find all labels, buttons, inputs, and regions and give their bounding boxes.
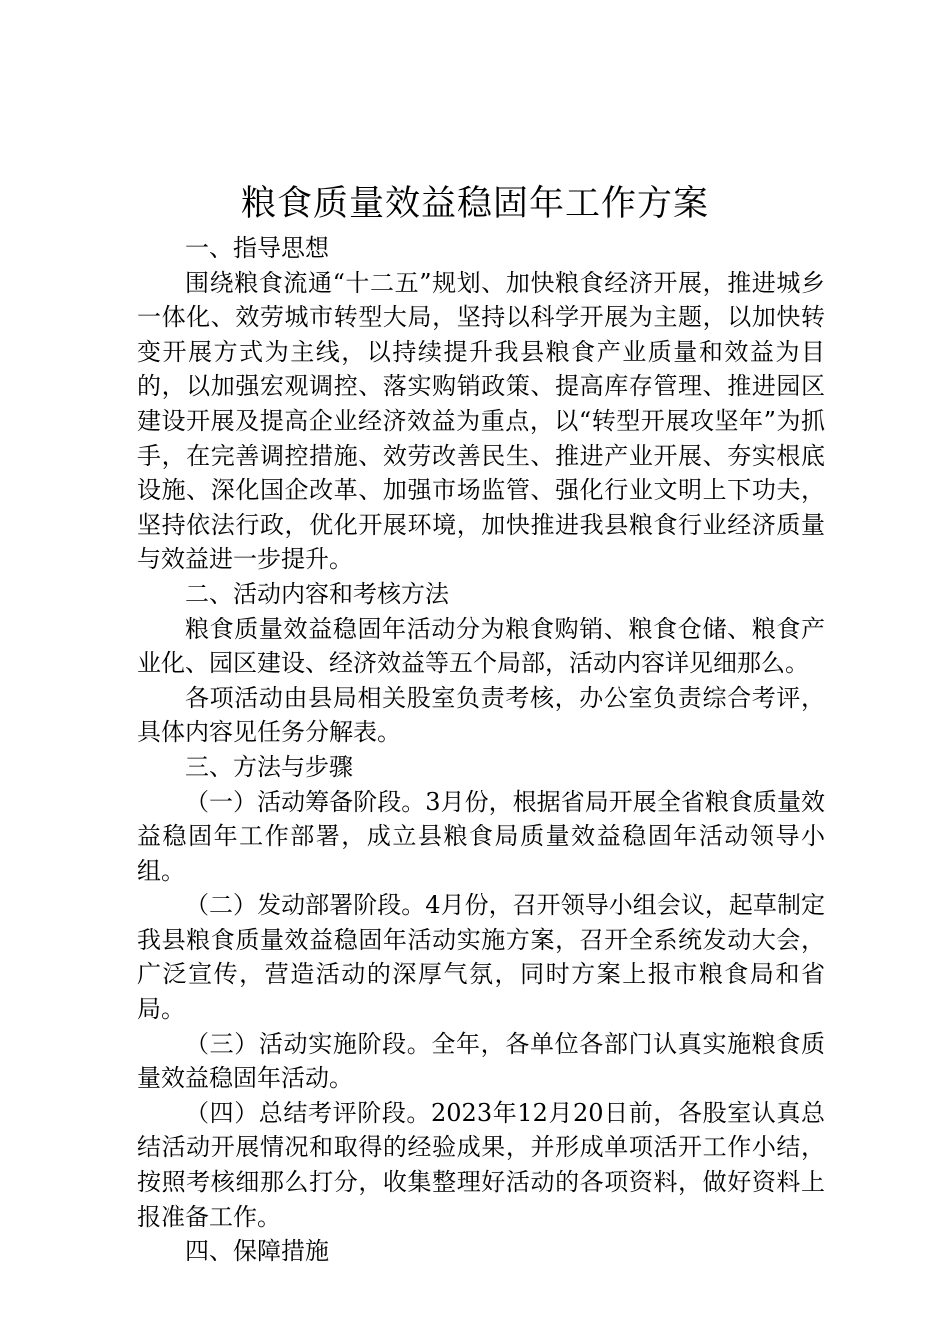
section-heading-methods-steps: 三、方法与步骤 (185, 752, 353, 781)
body-paragraph: 围绕粮食流通“十二五”规划、加快粮食经济开展，推进城乡一体化、效劳城市转型大局，坚持以科学开展为主题，以加快转变开展方式为主线，以持续提升我县粮食产业质量和效益为目的，以加强宏观调控、落实购销政策、提高库存管理、推进园区建设开展及提高企业经济效益为重点，以“转型开展攻坚年”为抓手，在完善调控措施、效劳改善民生、推进产业开展、夯实根底设施、深化国企改革、加强市场监管、强化行业文明上下功夫，坚持依法行政，优化开展环境，加快推进我县粮食行业经济质量与效益进一步提升。 (137, 268, 825, 574)
section-heading-activity-content: 二、活动内容和考核方法 (185, 579, 449, 608)
section-heading-safeguards: 四、保障措施 (185, 1237, 329, 1266)
body-paragraph: （四）总结考评阶段。2023年12月20日前，各股室认真总结活动开展情况和取得的经验成果，并形成单项活开工作小结，按照考核细那么打分，收集整理好活动的各项资料，做好资料上报准备工作。 (137, 1098, 825, 1231)
body-paragraph: （二）发动部署阶段。4月份，召开领导小组会议，起草制定我县粮食质量效益稳固年活动实施方案，召开全系统发动大会，广泛宣传，营造活动的深厚气氛，同时方案上报市粮食局和省局。 (137, 891, 825, 1024)
section-heading-guiding-ideology: 一、指导思想 (185, 234, 329, 262)
document-title: 粮食质量效益稳固年工作方案 (240, 184, 709, 224)
body-paragraph: 粮食质量效益稳固年活动分为粮食购销、粮食仓储、粮食产业化、园区建设、经济效益等五个局部，活动内容详见细那么。 (137, 614, 825, 678)
body-paragraph: 各项活动由县局相关股室负责考核，办公室负责综合考评，具体内容见任务分解表。 (137, 683, 825, 747)
body-paragraph: （一）活动筹备阶段。3月份，根据省局开展全省粮食质量效益稳固年工作部署，成立县粮食局质量效益稳固年活动领导小组。 (137, 787, 825, 885)
body-paragraph: （三）活动实施阶段。全年，各单位各部门认真实施粮食质量效益稳固年活动。 (137, 1029, 825, 1093)
document-body (137, 231, 825, 1269)
